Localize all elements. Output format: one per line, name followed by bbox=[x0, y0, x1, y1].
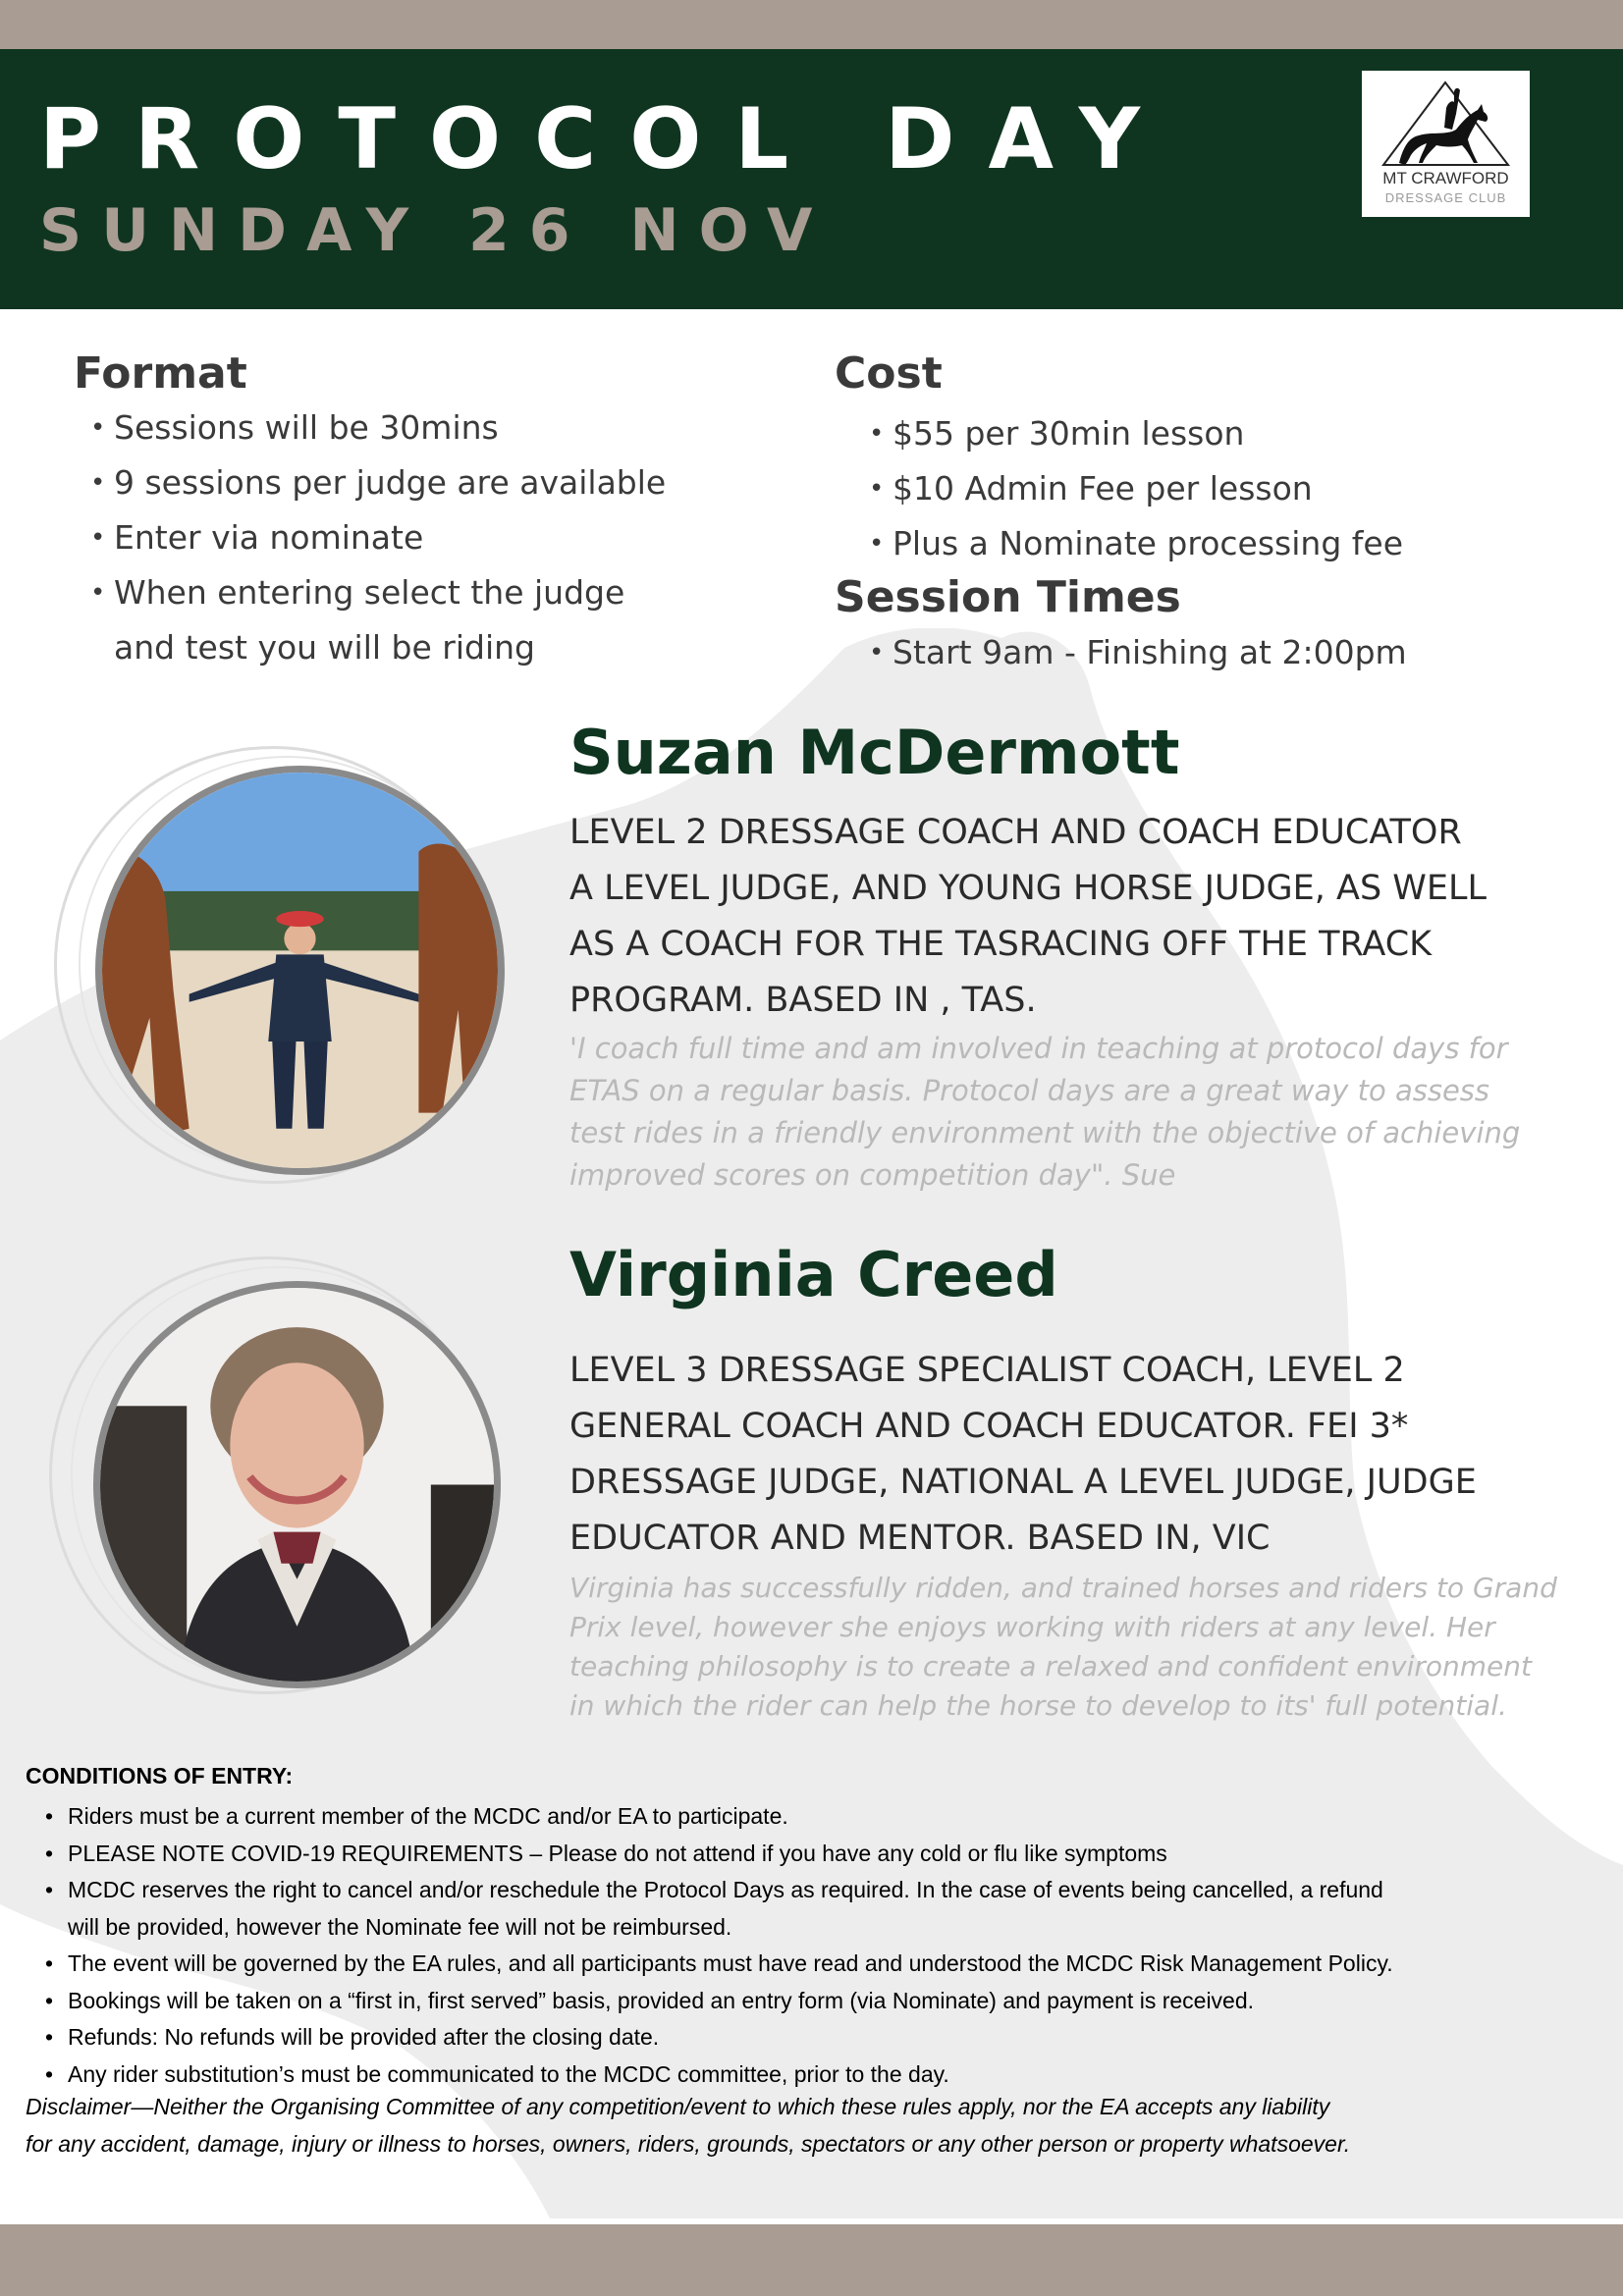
judge-quote bbox=[569, 1569, 1557, 1726]
list-item: • Sessions will be 30mins bbox=[90, 400, 666, 455]
disclaimer-line: Disclaimer—Neither the Organising Committee of any competition/event to which these rules apply, nor the EA accepts any liability bbox=[26, 2094, 1330, 2119]
description-line: EDUCATOR AND MENTOR. BASED IN, VIC bbox=[569, 1519, 1271, 1558]
session-times-list bbox=[869, 625, 1407, 680]
judge-quote bbox=[569, 1028, 1520, 1197]
quote-line: ETAS on a regular basis. Protocol days are a great way to assess bbox=[569, 1074, 1490, 1107]
judge-description bbox=[569, 1343, 1477, 1567]
list-item: • Enter via nominate bbox=[90, 510, 666, 565]
list-item: • 9 sessions per judge are available bbox=[90, 455, 666, 510]
session-times-heading: Session Times bbox=[835, 572, 1181, 622]
virginia-photo bbox=[93, 1281, 501, 1688]
judge-name: Suzan McDermott bbox=[569, 717, 1180, 788]
conditions-list bbox=[45, 1798, 1393, 2093]
bottom-bar bbox=[0, 2224, 1623, 2296]
club-logo bbox=[1362, 71, 1530, 217]
quote-line: improved scores on competition day". Sue bbox=[569, 1158, 1176, 1192]
quote-line: teaching philosophy is to create a relaxed and confident environment bbox=[569, 1650, 1532, 1682]
list-item: • Bookings will be taken on a “first in, first served” basis, provided an entry form (via Nominate) and payment is received. bbox=[45, 1983, 1393, 2020]
judge-name: Virginia Creed bbox=[569, 1239, 1058, 1310]
description-line: LEVEL 3 DRESSAGE SPECIALIST COACH, LEVEL 2 bbox=[569, 1351, 1405, 1390]
quote-line: in which the rider can help the horse to develop to its' full potential. bbox=[569, 1689, 1507, 1722]
top-bar bbox=[0, 0, 1623, 49]
list-item: • Refunds: No refunds will be provided after the closing date. bbox=[45, 2019, 1393, 2056]
page-title: PROTOCOL DAY bbox=[39, 90, 1174, 188]
list-item: • $55 per 30min lesson bbox=[869, 406, 1403, 461]
disclaimer bbox=[26, 2089, 1350, 2163]
description-line: A LEVEL JUDGE, AND YOUNG HORSE JUDGE, AS WELL bbox=[569, 869, 1488, 908]
logo-text-club-name: MT CRAWFORD bbox=[1382, 169, 1509, 187]
cost-list bbox=[869, 406, 1403, 571]
quote-line: Virginia has successfully ridden, and trained horses and riders to Grand bbox=[569, 1572, 1557, 1604]
format-list bbox=[90, 400, 666, 620]
list-item-continuation: will be provided, however the Nominate fee will not be reimbursed. bbox=[68, 1913, 732, 1940]
list-item: • $10 Admin Fee per lesson bbox=[869, 461, 1403, 516]
quote-line: 'I coach full time and am involved in teaching at protocol days for bbox=[569, 1032, 1508, 1065]
logo-text-club-type: DRESSAGE CLUB bbox=[1384, 190, 1507, 205]
description-line: GENERAL COACH AND COACH EDUCATOR. FEI 3* bbox=[569, 1407, 1409, 1446]
description-line: LEVEL 2 DRESSAGE COACH AND COACH EDUCATOR bbox=[569, 813, 1462, 852]
list-item: • Plus a Nominate processing fee bbox=[869, 516, 1403, 571]
judge-description bbox=[569, 805, 1487, 1029]
quote-line: Prix level, however she enjoys working with riders at any level. Her bbox=[569, 1611, 1495, 1643]
list-item: • The event will be governed by the EA rules, and all participants must have read and understood the MCDC Risk Management Policy. bbox=[45, 1946, 1393, 1983]
list-item: • Riders must be a current member of the MCDC and/or EA to participate. bbox=[45, 1798, 1393, 1836]
suzan-photo bbox=[95, 766, 505, 1175]
event-date: SUNDAY 26 NOV bbox=[39, 196, 833, 265]
list-item: • When entering select the judge bbox=[90, 565, 666, 620]
format-heading: Format bbox=[74, 348, 247, 399]
list-item: • MCDC reserves the right to cancel and/or reschedule the Protocol Days as required. In the case of events being cancelled, a refund bbox=[45, 1872, 1393, 1909]
list-item: • Any rider substitution’s must be communicated to the MCDC committee, prior to the day. bbox=[45, 2056, 1393, 2094]
list-item: • PLEASE NOTE COVID-19 REQUIREMENTS – Please do not attend if you have any cold or flu like symptoms bbox=[45, 1836, 1393, 1873]
list-item: • Start 9am - Finishing at 2:00pm bbox=[869, 625, 1407, 680]
description-line: PROGRAM. BASED IN , TAS. bbox=[569, 981, 1037, 1020]
description-line: AS A COACH FOR THE TASRACING OFF THE TRACK bbox=[569, 925, 1433, 964]
conditions-heading: CONDITIONS OF ENTRY: bbox=[26, 1763, 294, 1789]
horse-rider-icon bbox=[1380, 79, 1512, 169]
quote-line: test rides in a friendly environment with the objective of achieving bbox=[569, 1116, 1521, 1149]
cost-heading: Cost bbox=[835, 348, 943, 399]
disclaimer-line: for any accident, damage, injury or illness to horses, owners, riders, grounds, spectators or any other person or property whatsoever. bbox=[26, 2130, 1351, 2157]
description-line: DRESSAGE JUDGE, NATIONAL A LEVEL JUDGE, JUDGE bbox=[569, 1463, 1477, 1502]
format-item-continuation: and test you will be riding bbox=[114, 628, 535, 667]
